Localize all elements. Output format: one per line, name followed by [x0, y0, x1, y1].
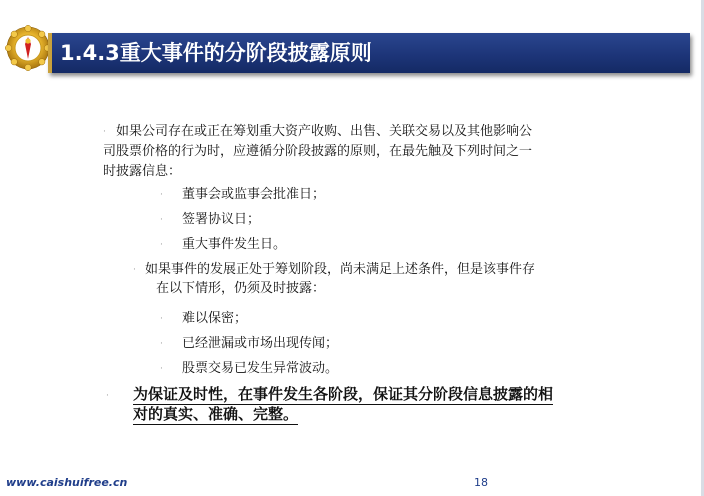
page-number: 18 — [474, 476, 488, 489]
bullet-icon: · — [106, 391, 109, 401]
bullet-icon: · — [160, 215, 163, 225]
bullet-icon: · — [160, 240, 163, 250]
page-title: 1.4.3重大事件的分阶段披露原则 — [60, 41, 372, 65]
bullet-icon: · — [133, 265, 136, 275]
paragraph-line: 时披露信息： — [103, 164, 182, 179]
list-item: 股票交易已发生异常波动。 — [182, 361, 339, 376]
emphasis-line: 为保证及时性，在事件发生各阶段，保证其分阶段信息披露的相 — [133, 385, 554, 403]
bullet-icon: · — [160, 339, 163, 349]
bullet-icon: · — [160, 314, 163, 324]
footer-url[interactable]: www.caishuifree.cn — [6, 476, 128, 489]
paragraph-line: 如果公司存在或正在筹划重大资产收购、出售、关联交易以及其他影响公 — [116, 124, 533, 139]
emphasis-line: 对的真实、准确、完整。 — [133, 405, 299, 423]
list-item: 签署协议日； — [182, 212, 261, 227]
list-item: 难以保密； — [182, 311, 248, 326]
list-item: 已经泄漏或市场出现传闻； — [182, 336, 339, 351]
bullet-icon: · — [160, 190, 163, 200]
bullet-icon: · — [103, 127, 106, 137]
paragraph-line: 在以下情形，仍须及时披露： — [156, 281, 326, 296]
list-item: 重大事件发生日。 — [182, 237, 287, 252]
bullet-icon: · — [160, 364, 163, 374]
list-item: 董事会或监事会批准日； — [182, 187, 326, 202]
paragraph-line: 如果事件的发展正处于筹划阶段，尚未满足上述条件，但是该事件存 — [145, 262, 536, 277]
paragraph-line: 司股票价格的行为时，应遵循分阶段披露的原则，在最先触及下列时间之一 — [103, 144, 533, 159]
